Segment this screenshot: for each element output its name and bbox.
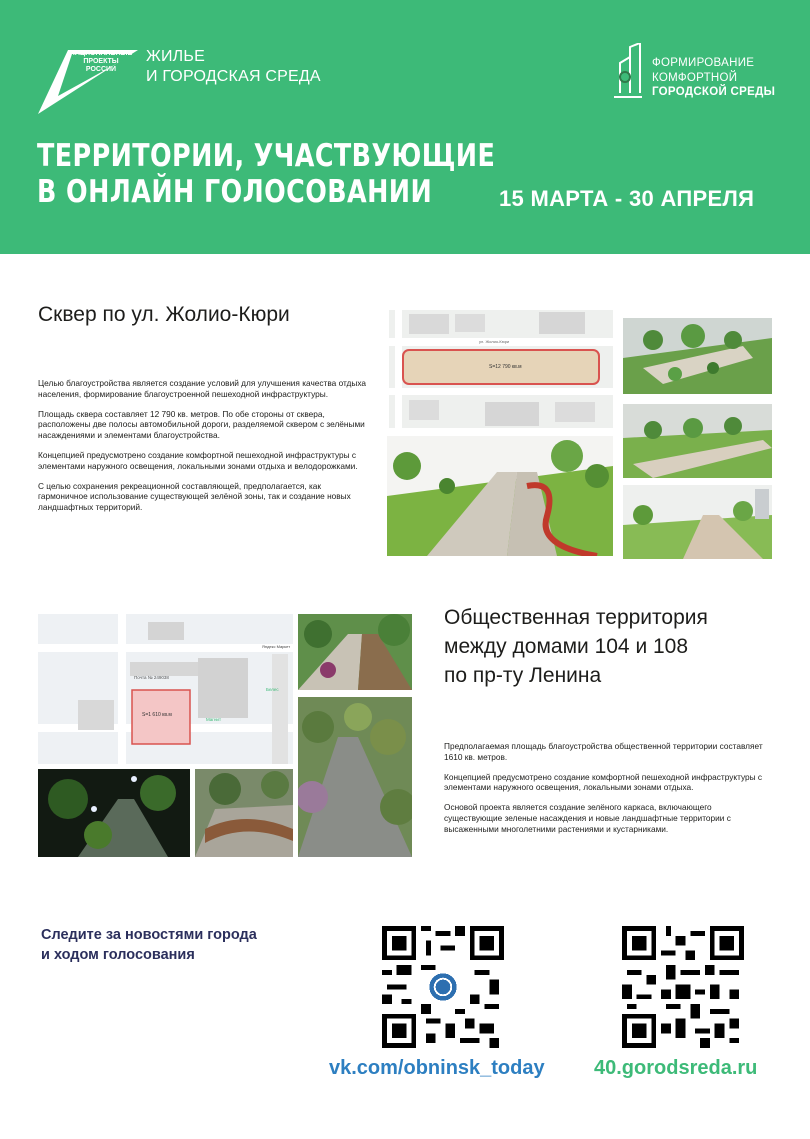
section1-paragraph: Концепцией предусмотрено создание комфортной пешеходной инфраструктуры с элементами наружного освещения, локальными зонами отдыха и велодорожками. bbox=[38, 449, 358, 471]
gorodsreda-qr-code[interactable] bbox=[622, 926, 744, 1048]
section2-paragraph: Предполагаемая площадь благоустройства общественной территории составляет 1610 кв. метров. bbox=[444, 741, 763, 762]
section2-title: Общественная территория между домами 104 и 108 по пр-ту Ленина bbox=[444, 606, 708, 687]
map-area-label: S=12 790 кв.м bbox=[489, 364, 522, 370]
square-render-top bbox=[623, 318, 772, 394]
square-render-middle bbox=[623, 404, 772, 478]
section1-title: Сквер по ул. Жолио-Кюри bbox=[38, 303, 290, 326]
territory-photo-garden-path bbox=[298, 697, 412, 857]
vk-qr-code[interactable] bbox=[382, 926, 504, 1048]
section1-paragraph: Площадь сквера составляет 12 790 кв. метров. По обе стороны от сквера, расположены две полосы автомобильной дороги, разделяемой сквером с зелёными насаждениями и элементами благоустройства. bbox=[38, 408, 365, 441]
square-render-bottom bbox=[623, 485, 772, 559]
national-projects-label: НАЦИОНАЛЬНЫЕ ПРОЕКТЫ РОССИИ bbox=[69, 50, 133, 73]
header-banner bbox=[0, 0, 810, 254]
section2-description bbox=[444, 741, 764, 844]
section1-paragraph: Целью благоустройства является создание условий для улучшения качества отдыха населения, формирование благоустроенной пешеходной инфраструктуры. bbox=[38, 378, 367, 399]
comfort-city-label: ФОРМИРОВАНИЕ КОМФОРТНОЙ ГОРОДСКОЙ СРЕДЫ bbox=[652, 57, 776, 98]
section1-paragraph: С целью сохранения рекреационной составляющей, предполагается, как гармоничное использование существующей зелёной зоны, так и создание новых ландшафтных территорий. bbox=[38, 480, 351, 513]
comfort-city-logo bbox=[612, 43, 644, 99]
map-area-label: S=1 610 кв.м bbox=[142, 712, 172, 718]
voting-dates: 15 МАРТА - 30 АПРЕЛЯ bbox=[499, 186, 755, 211]
follow-news-text: Следите за новостями города и ходом голосования bbox=[41, 927, 257, 963]
map-shop-label: Магнит bbox=[206, 717, 222, 722]
territory-photo-bench bbox=[195, 769, 293, 857]
section2-paragraph: Основой проекта является создание зелёного каркаса, включающего существующие зеленые насаждения и новые ландшафтные территории с высаженными многолетними растениями и кустарниками. bbox=[444, 802, 731, 834]
program-name: ЖИЛЬЕ И ГОРОДСКАЯ СРЕДА bbox=[146, 48, 321, 85]
section2-paragraph: Концепцией предусмотрено создание комфортной пешеходной инфраструктуры с элементами наружного освещения, локальными зонами отдыха. bbox=[444, 771, 763, 793]
main-title: ТЕРРИТОРИИ, УЧАСТВУЮЩИЕ В ОНЛАЙН ГОЛОСОВАНИИ bbox=[37, 138, 496, 210]
map-post-label: Почта № 249038 bbox=[134, 675, 169, 680]
gorodsreda-link[interactable]: 40.gorodsreda.ru bbox=[594, 1057, 758, 1079]
territory-photo-night bbox=[38, 769, 190, 857]
map-store-label: Белес bbox=[266, 687, 279, 692]
square-site-map bbox=[389, 310, 613, 428]
territory-site-map bbox=[38, 614, 293, 764]
square-render-alley bbox=[387, 436, 613, 556]
territory-photo-bench-path bbox=[298, 614, 412, 690]
map-street-label: ул. Жолио-Кюри bbox=[479, 339, 510, 344]
vk-link[interactable]: vk.com/obninsk_today bbox=[329, 1057, 545, 1079]
section1-description bbox=[38, 378, 373, 522]
map-market-label: Яндекс Маркет bbox=[262, 644, 291, 649]
